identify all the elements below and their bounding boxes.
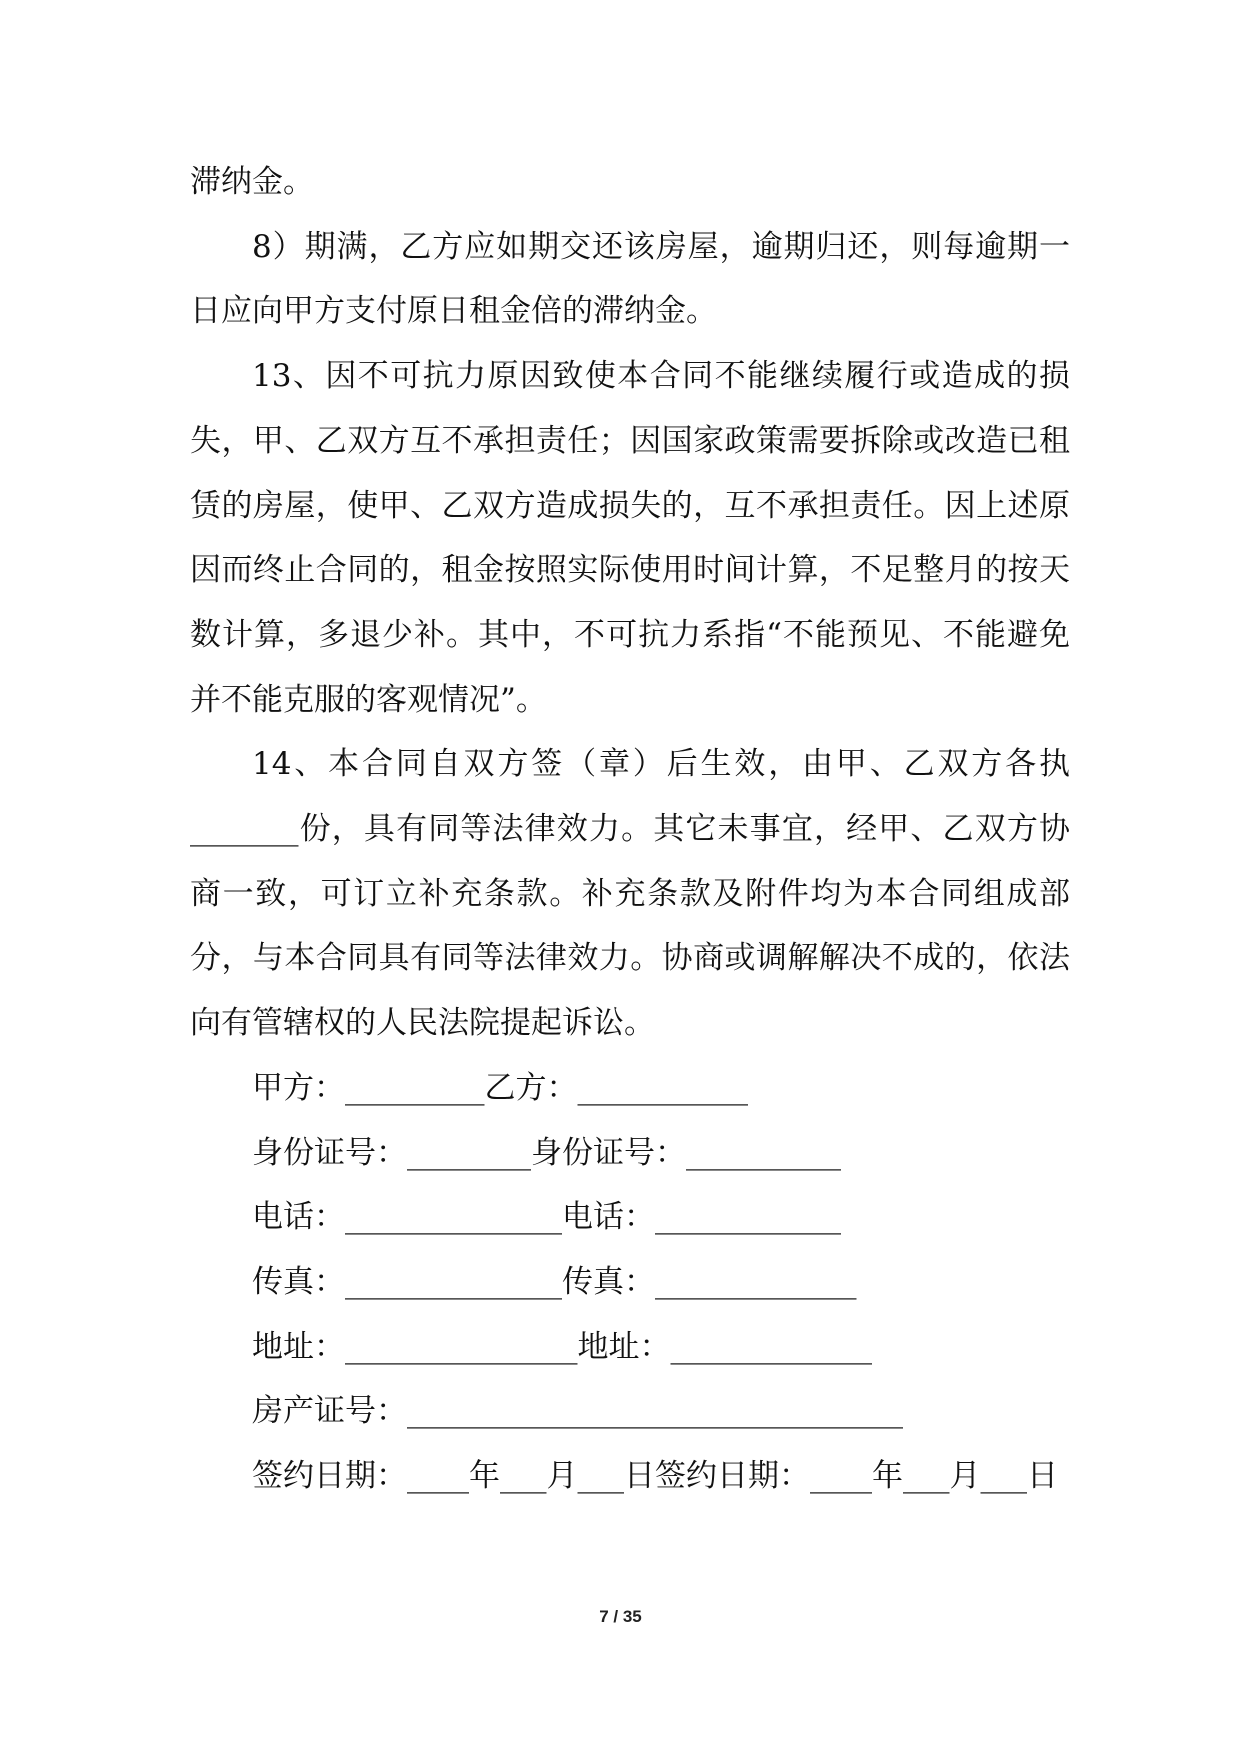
field-property-cert: 房产证号：________________________________ [252,1393,903,1430]
paragraph-clause-8: 8）期满，乙方应如期交还该房屋，逾期归还，则每逾期一日应向甲方支付原日租金倍的滞纳金。 [190,228,1070,330]
field-party-names: 甲方：_________乙方：___________ [252,1069,748,1106]
paragraph-clause-14: 14、本合同自双方签（章）后生效，由甲、乙双方各执_______份，具有同等法律效力。其它未事宜，经甲、乙双方协商一致，可订立补充条款。补充条款及附件均为本合同组成部分，与本合同具有同等法律效力。协商或调解解决不成的，依法向有管辖权的人民法院提起诉讼。 [190,746,1070,1042]
field-id-numbers: 身份证号：________身份证号：__________ [252,1134,841,1171]
paragraph-late-fee-end: 滞纳金。 [190,164,314,200]
field-addresses: 地址：_______________地址：_____________ [252,1328,872,1365]
field-faxes: 传真：______________传真：_____________ [252,1263,857,1300]
page-number: 7 / 35 [599,1607,642,1626]
paragraph-clause-13: 13、因不可抗力原因致使本合同不能继续履行或造成的损失，甲、乙双方互不承担责任；因国家政策需要拆除或改造已租赁的房屋，使甲、乙双方造成损失的，互不承担责任。因上述原因而终止合同的，租金按照实际使用时间计算，不足整月的按天数计算，多退少补。其中，不可抗力系指“不能预见、不能避免并不能克服的客观情况”。 [190,358,1070,718]
document-body [190,150,1070,1509]
field-phones: 电话：______________电话：____________ [252,1199,841,1236]
field-sign-dates: 签约日期：____年___月___日签约日期：____年___月___日 [252,1458,1058,1495]
